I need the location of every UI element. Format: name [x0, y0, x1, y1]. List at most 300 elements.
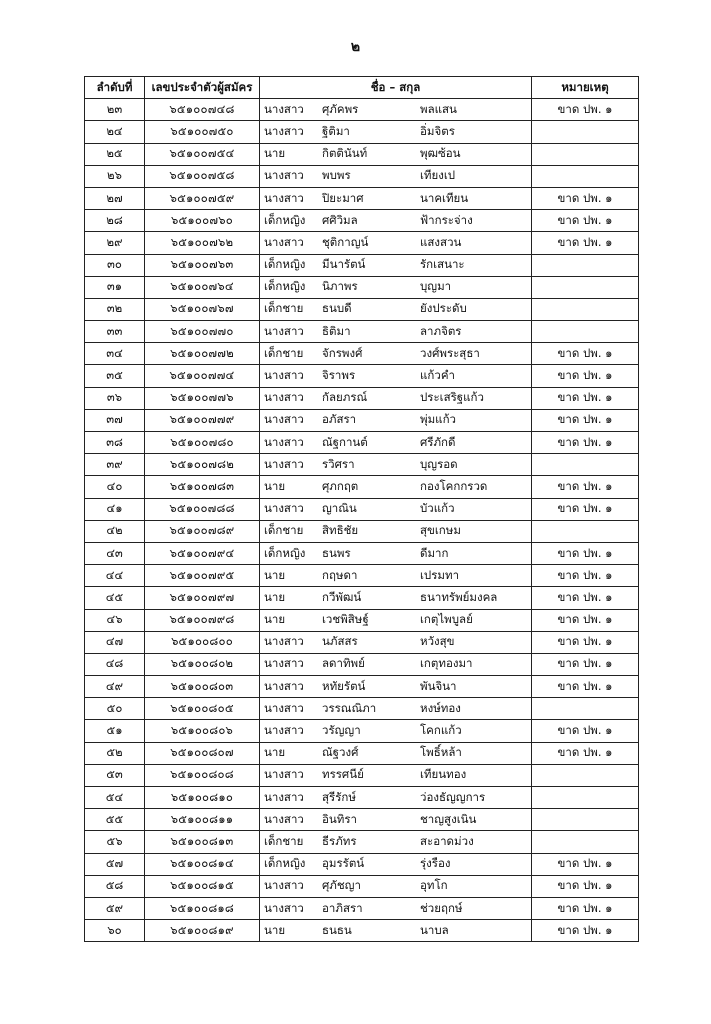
first-name: กิตตินันท์ [322, 146, 368, 161]
applicant-id-cell: ๖๕๑๐๐๗๔๘ [145, 99, 260, 121]
name-title: นาย [264, 146, 286, 161]
full-name-cell [260, 520, 532, 542]
full-name-cell [260, 764, 532, 786]
first-name: ศุภัคพร [322, 101, 359, 116]
last-name: ชาญสูงเนิน [420, 811, 477, 826]
order-number-cell: ๒๕ [85, 143, 145, 165]
first-name: ณัฐวงศ์ [322, 745, 359, 760]
order-number-cell: ๕๐ [85, 698, 145, 720]
table-row [85, 409, 639, 431]
full-name-cell [260, 720, 532, 742]
order-number-cell: ๓๓ [85, 321, 145, 343]
table-row [85, 498, 639, 520]
applicant-id-cell: ๖๕๑๐๐๗๘๙ [145, 520, 260, 542]
first-name: ธนพร [322, 545, 351, 560]
full-name-cell [260, 365, 532, 387]
name-title: นางสาว [264, 700, 304, 715]
full-name-cell [260, 276, 532, 298]
order-number-cell: ๓๗ [85, 409, 145, 431]
table-row [85, 298, 639, 320]
order-number-cell: ๒๗ [85, 187, 145, 209]
full-name-cell [260, 121, 532, 143]
order-number-cell: ๒๙ [85, 232, 145, 254]
last-name: บัวแก้ว [420, 501, 455, 516]
applicant-id-cell: ๖๕๑๐๐๗๗๙ [145, 409, 260, 431]
first-name: อาภิสรา [322, 900, 363, 915]
first-name: หทัยรัตน์ [322, 678, 366, 693]
table-row [85, 764, 639, 786]
full-name-cell [260, 809, 532, 831]
remark-cell: ขาด ปพ. ๑ [532, 542, 639, 564]
full-name-cell [260, 187, 532, 209]
applicant-id-cell: ๖๕๑๐๐๗๖๒ [145, 232, 260, 254]
order-number-cell: ๔๘ [85, 653, 145, 675]
first-name: ชุติกาญน์ [322, 234, 369, 249]
name-title: เด็กหญิง [264, 279, 306, 294]
first-name: วรัญญา [322, 723, 361, 738]
first-name: สิทธิชัย [322, 523, 359, 538]
remark-cell: ขาด ปพ. ๑ [532, 631, 639, 653]
applicant-id-cell: ๖๕๑๐๐๗๕๔ [145, 143, 260, 165]
header-applicant-id: เลขประจำตัวผู้สมัคร [145, 77, 260, 99]
applicant-id-cell: ๖๕๑๐๐๗๕๙ [145, 187, 260, 209]
first-name: สุรีรักษ์ [322, 789, 356, 804]
order-number-cell: ๒๘ [85, 210, 145, 232]
last-name: ประเสริฐแก้ว [420, 390, 484, 405]
table-row [85, 809, 639, 831]
last-name: พันจินา [420, 678, 457, 693]
remark-cell: ขาด ปพ. ๑ [532, 409, 639, 431]
first-name: อุมรรัตน์ [322, 856, 365, 871]
full-name-cell [260, 454, 532, 476]
applicant-id-cell: ๖๕๑๐๐๗๙๘ [145, 609, 260, 631]
last-name: ช่วยฤกษ์ [420, 900, 463, 915]
name-title: นาย [264, 567, 286, 582]
full-name-cell [260, 609, 532, 631]
last-name: แสงสวน [420, 234, 462, 249]
applicant-id-cell: ๖๕๑๐๐๘๑๓ [145, 831, 260, 853]
table-row [85, 853, 639, 875]
first-name: เวชพิสิษฐ์ [322, 612, 369, 627]
name-title: นางสาว [264, 767, 304, 782]
last-name: เกตุทองมา [420, 656, 473, 671]
last-name: ฟ้ากระจ่าง [420, 212, 473, 227]
name-title: นางสาว [264, 101, 304, 116]
name-title: นางสาว [264, 789, 304, 804]
name-title: นางสาว [264, 634, 304, 649]
order-number-cell: ๕๗ [85, 853, 145, 875]
name-title: เด็กชาย [264, 345, 304, 360]
last-name: อุทโก [420, 878, 448, 893]
last-name: วงศ์พระสุธา [420, 345, 480, 360]
order-number-cell: ๔๔ [85, 565, 145, 587]
last-name: บุญมา [420, 279, 452, 294]
order-number-cell: ๔๙ [85, 676, 145, 698]
full-name-cell [260, 343, 532, 365]
first-name: มีนารัตน์ [322, 257, 366, 272]
applicant-id-cell: ๖๕๑๐๐๗๗๖ [145, 387, 260, 409]
table-row [85, 387, 639, 409]
name-title: นางสาว [264, 434, 304, 449]
header-remark: หมายเหตุ [532, 77, 639, 99]
remark-cell [532, 698, 639, 720]
remark-cell: ขาด ปพ. ๑ [532, 387, 639, 409]
table-row [85, 787, 639, 809]
applicant-id-cell: ๖๕๑๐๐๗๖๔ [145, 276, 260, 298]
first-name: พบพร [322, 168, 351, 183]
order-number-cell: ๕๑ [85, 720, 145, 742]
first-name: ลดาทิพย์ [322, 656, 365, 671]
order-number-cell: ๕๒ [85, 742, 145, 764]
name-title: นาย [264, 478, 286, 493]
last-name: หวังสุข [420, 634, 455, 649]
applicant-id-cell: ๖๕๑๐๐๘๑๐ [145, 787, 260, 809]
remark-cell: ขาด ปพ. ๑ [532, 343, 639, 365]
remark-cell: ขาด ปพ. ๑ [532, 875, 639, 897]
table-row [85, 99, 639, 121]
table-row [85, 742, 639, 764]
remark-cell [532, 520, 639, 542]
order-number-cell: ๒๓ [85, 99, 145, 121]
full-name-cell [260, 165, 532, 187]
table-row [85, 653, 639, 675]
order-number-cell: ๒๖ [85, 165, 145, 187]
first-name: รวิศรา [322, 456, 355, 471]
applicant-id-cell: ๖๕๑๐๐๘๐๒ [145, 653, 260, 675]
applicant-id-cell: ๖๕๑๐๐๗๗๐ [145, 321, 260, 343]
full-name-cell [260, 387, 532, 409]
first-name: กฤษดา [322, 567, 358, 582]
name-title: นางสาว [264, 190, 304, 205]
name-title: เด็กชาย [264, 301, 304, 316]
last-name: ว่องธัญญการ [420, 789, 486, 804]
applicant-id-cell: ๖๕๑๐๐๘๑๕ [145, 875, 260, 897]
table-row [85, 542, 639, 564]
name-title: นางสาว [264, 678, 304, 693]
table-row [85, 587, 639, 609]
full-name-cell [260, 298, 532, 320]
order-number-cell: ๓๙ [85, 454, 145, 476]
remark-cell: ขาด ปพ. ๑ [532, 476, 639, 498]
table-row [85, 454, 639, 476]
last-name: เทียงเป [420, 168, 456, 183]
applicant-id-cell: ๖๕๑๐๐๘๐๘ [145, 764, 260, 786]
first-name: ธีรภัทร [322, 833, 357, 848]
remark-cell [532, 143, 639, 165]
order-number-cell: ๔๑ [85, 498, 145, 520]
table-row [85, 897, 639, 919]
table-row [85, 143, 639, 165]
remark-cell [532, 454, 639, 476]
table-row [85, 276, 639, 298]
last-name: กองโคกกรวด [420, 478, 488, 493]
table-row [85, 676, 639, 698]
name-title: เด็กหญิง [264, 856, 306, 871]
name-title: นางสาว [264, 368, 304, 383]
applicant-id-cell: ๖๕๑๐๐๗๘๓ [145, 476, 260, 498]
full-name-cell [260, 897, 532, 919]
full-name-cell [260, 875, 532, 897]
name-title: นาย [264, 589, 286, 604]
remark-cell: ขาด ปพ. ๑ [532, 187, 639, 209]
full-name-cell [260, 498, 532, 520]
remark-cell [532, 831, 639, 853]
remark-cell [532, 298, 639, 320]
last-name: นาคเทียน [420, 190, 469, 205]
table-row [85, 698, 639, 720]
remark-cell [532, 764, 639, 786]
name-title: นางสาว [264, 123, 304, 138]
remark-cell: ขาด ปพ. ๑ [532, 365, 639, 387]
order-number-cell: ๔๐ [85, 476, 145, 498]
applicant-table [84, 76, 639, 942]
applicant-id-cell: ๖๕๑๐๐๗๙๗ [145, 587, 260, 609]
last-name: โพธิ์หล้า [420, 745, 462, 760]
remark-cell [532, 254, 639, 276]
remark-cell: ขาด ปพ. ๑ [532, 565, 639, 587]
name-title: เด็กหญิง [264, 545, 306, 560]
name-title: นางสาว [264, 323, 304, 338]
first-name: กัลยภรณ์ [322, 390, 368, 405]
applicant-id-cell: ๖๕๑๐๐๗๗๔ [145, 365, 260, 387]
order-number-cell: ๕๕ [85, 809, 145, 831]
order-number-cell: ๔๗ [85, 631, 145, 653]
remark-cell [532, 165, 639, 187]
name-title: นางสาว [264, 878, 304, 893]
order-number-cell: ๔๒ [85, 520, 145, 542]
name-title: นางสาว [264, 234, 304, 249]
full-name-cell [260, 787, 532, 809]
order-number-cell: ๔๖ [85, 609, 145, 631]
table-row [85, 165, 639, 187]
table-body [85, 99, 639, 942]
table-row [85, 210, 639, 232]
table-row [85, 232, 639, 254]
last-name: โคกแก้ว [420, 723, 462, 738]
full-name-cell [260, 653, 532, 675]
applicant-id-cell: ๖๕๑๐๐๗๕๐ [145, 121, 260, 143]
table-row [85, 520, 639, 542]
first-name: อภัสรา [322, 412, 357, 427]
name-title: นางสาว [264, 412, 304, 427]
remark-cell [532, 321, 639, 343]
first-name: วรรณณิภา [322, 700, 377, 715]
order-number-cell: ๔๕ [85, 587, 145, 609]
order-number-cell: ๓๔ [85, 343, 145, 365]
applicant-id-cell: ๖๕๑๐๐๗๖๓ [145, 254, 260, 276]
name-title: นางสาว [264, 811, 304, 826]
full-name-cell [260, 853, 532, 875]
order-number-cell: ๒๔ [85, 121, 145, 143]
order-number-cell: ๕๔ [85, 787, 145, 809]
first-name: ปิยะมาศ [322, 190, 364, 205]
applicant-id-cell: ๖๕๑๐๐๘๐๖ [145, 720, 260, 742]
full-name-cell [260, 210, 532, 232]
remark-cell: ขาด ปพ. ๑ [532, 653, 639, 675]
last-name: แก้วคำ [420, 368, 455, 383]
applicant-id-cell: ๖๕๑๐๐๗๗๒ [145, 343, 260, 365]
applicant-id-cell: ๖๕๑๐๐๗๙๕ [145, 565, 260, 587]
full-name-cell [260, 409, 532, 431]
applicant-id-cell: ๖๕๑๐๐๘๐๐ [145, 631, 260, 653]
remark-cell: ขาด ปพ. ๑ [532, 498, 639, 520]
remark-cell: ขาด ปพ. ๑ [532, 99, 639, 121]
first-name: ณัฐกานต์ [322, 434, 368, 449]
order-number-cell: ๖๐ [85, 920, 145, 942]
applicant-id-cell: ๖๕๑๐๐๗๕๘ [145, 165, 260, 187]
last-name: ลาภจิตร [420, 323, 462, 338]
name-title: เด็กชาย [264, 833, 304, 848]
order-number-cell: ๓๐ [85, 254, 145, 276]
order-number-cell: ๕๘ [85, 875, 145, 897]
applicant-id-cell: ๖๕๑๐๐๗๖๐ [145, 210, 260, 232]
first-name: ญาณิน [322, 501, 357, 516]
name-title: นางสาว [264, 390, 304, 405]
remark-cell: ขาด ปพ. ๑ [532, 210, 639, 232]
table-row [85, 875, 639, 897]
full-name-cell [260, 742, 532, 764]
first-name: ธิติมา [322, 323, 351, 338]
first-name: ฐิติมา [322, 123, 350, 138]
remark-cell: ขาด ปพ. ๑ [532, 609, 639, 631]
table-row [85, 121, 639, 143]
table-row [85, 432, 639, 454]
name-title: เด็กชาย [264, 523, 304, 538]
table-row [85, 343, 639, 365]
applicant-id-cell: ๖๕๑๐๐๘๐๕ [145, 698, 260, 720]
table-row [85, 476, 639, 498]
applicant-id-cell: ๖๕๑๐๐๘๐๓ [145, 676, 260, 698]
first-name: ธนบดี [322, 301, 352, 316]
full-name-cell [260, 232, 532, 254]
order-number-cell: ๓๖ [85, 387, 145, 409]
remark-cell: ขาด ปพ. ๑ [532, 920, 639, 942]
first-name: อินทิรา [322, 811, 357, 826]
applicant-id-cell: ๖๕๑๐๐๗๘๒ [145, 454, 260, 476]
table-row [85, 631, 639, 653]
remark-cell: ขาด ปพ. ๑ [532, 720, 639, 742]
last-name: พุฒซ้อน [420, 146, 461, 161]
last-name: รักเสนาะ [420, 257, 465, 272]
remark-cell [532, 787, 639, 809]
order-number-cell: ๕๓ [85, 764, 145, 786]
applicant-id-cell: ๖๕๑๐๐๗๙๔ [145, 542, 260, 564]
table-row [85, 254, 639, 276]
name-title: เด็กหญิง [264, 257, 306, 272]
last-name: บุญรอด [420, 456, 458, 471]
name-title: นาย [264, 612, 286, 627]
name-title: นาย [264, 922, 286, 937]
page-number: ๒ [350, 39, 361, 55]
table-row [85, 720, 639, 742]
full-name-cell [260, 676, 532, 698]
full-name-cell [260, 321, 532, 343]
first-name: ศุภัชญา [322, 878, 361, 893]
remark-cell: ขาด ปพ. ๑ [532, 676, 639, 698]
name-title: นาย [264, 745, 286, 760]
last-name: สะอาดม่วง [420, 833, 474, 848]
full-name-cell [260, 143, 532, 165]
last-name: พุ่มแก้ว [420, 412, 456, 427]
last-name: สุขเกษม [420, 523, 461, 538]
name-title: นางสาว [264, 900, 304, 915]
table-row [85, 321, 639, 343]
last-name: ยังประดับ [420, 301, 467, 316]
remark-cell [532, 276, 639, 298]
applicant-id-cell: ๖๕๑๐๐๗๖๗ [145, 298, 260, 320]
full-name-cell [260, 432, 532, 454]
table-row [85, 831, 639, 853]
name-title: นางสาว [264, 501, 304, 516]
remark-cell [532, 121, 639, 143]
header-order-number: ลำดับที่ [85, 77, 145, 99]
last-name: รุ่งรือง [420, 856, 451, 871]
full-name-cell [260, 99, 532, 121]
last-name: ธนาทรัพย์มงคล [420, 589, 498, 604]
applicant-id-cell: ๖๕๑๐๐๘๑๙ [145, 920, 260, 942]
full-name-cell [260, 920, 532, 942]
full-name-cell [260, 831, 532, 853]
first-name: จิราพร [322, 368, 356, 383]
full-name-cell [260, 476, 532, 498]
table-header-row [85, 77, 639, 99]
remark-cell: ขาด ปพ. ๑ [532, 742, 639, 764]
order-number-cell: ๓๘ [85, 432, 145, 454]
applicant-id-cell: ๖๕๑๐๐๘๐๗ [145, 742, 260, 764]
last-name: เทียนทอง [420, 767, 467, 782]
remark-cell: ขาด ปพ. ๑ [532, 853, 639, 875]
full-name-cell [260, 631, 532, 653]
first-name: ธนธน [322, 922, 352, 937]
applicant-id-cell: ๖๕๑๐๐๘๑๔ [145, 853, 260, 875]
full-name-cell [260, 698, 532, 720]
table-row [85, 920, 639, 942]
last-name: นาบล [420, 922, 449, 937]
header-full-name: ชื่อ – สกุล [260, 77, 532, 99]
first-name: กวีพัฒน์ [322, 589, 362, 604]
last-name: เปรมทา [420, 567, 460, 582]
full-name-cell [260, 542, 532, 564]
order-number-cell: ๕๖ [85, 831, 145, 853]
full-name-cell [260, 254, 532, 276]
full-name-cell [260, 587, 532, 609]
remark-cell: ขาด ปพ. ๑ [532, 232, 639, 254]
name-title: นางสาว [264, 723, 304, 738]
applicant-id-cell: ๖๕๑๐๐๗๘๘ [145, 498, 260, 520]
last-name: เกตุไพบูลย์ [420, 612, 473, 627]
order-number-cell: ๓๑ [85, 276, 145, 298]
last-name: อิ่มจิตร [420, 123, 455, 138]
last-name: ศรีภักดี [420, 434, 456, 449]
remark-cell: ขาด ปพ. ๑ [532, 587, 639, 609]
last-name: หงษ์ทอง [420, 700, 461, 715]
first-name: นภัสสร [322, 634, 358, 649]
first-name: ศุภกฤต [322, 478, 359, 493]
order-number-cell: ๕๙ [85, 897, 145, 919]
order-number-cell: ๓๒ [85, 298, 145, 320]
applicant-id-cell: ๖๕๑๐๐๗๘๐ [145, 432, 260, 454]
table-row [85, 365, 639, 387]
order-number-cell: ๔๓ [85, 542, 145, 564]
table-row [85, 609, 639, 631]
last-name: ดีมาก [420, 545, 449, 560]
name-title: นางสาว [264, 456, 304, 471]
name-title: เด็กหญิง [264, 212, 306, 227]
first-name: ทรรศนีย์ [322, 767, 364, 782]
table-row [85, 187, 639, 209]
last-name: พลแสน [420, 101, 457, 116]
remark-cell [532, 809, 639, 831]
